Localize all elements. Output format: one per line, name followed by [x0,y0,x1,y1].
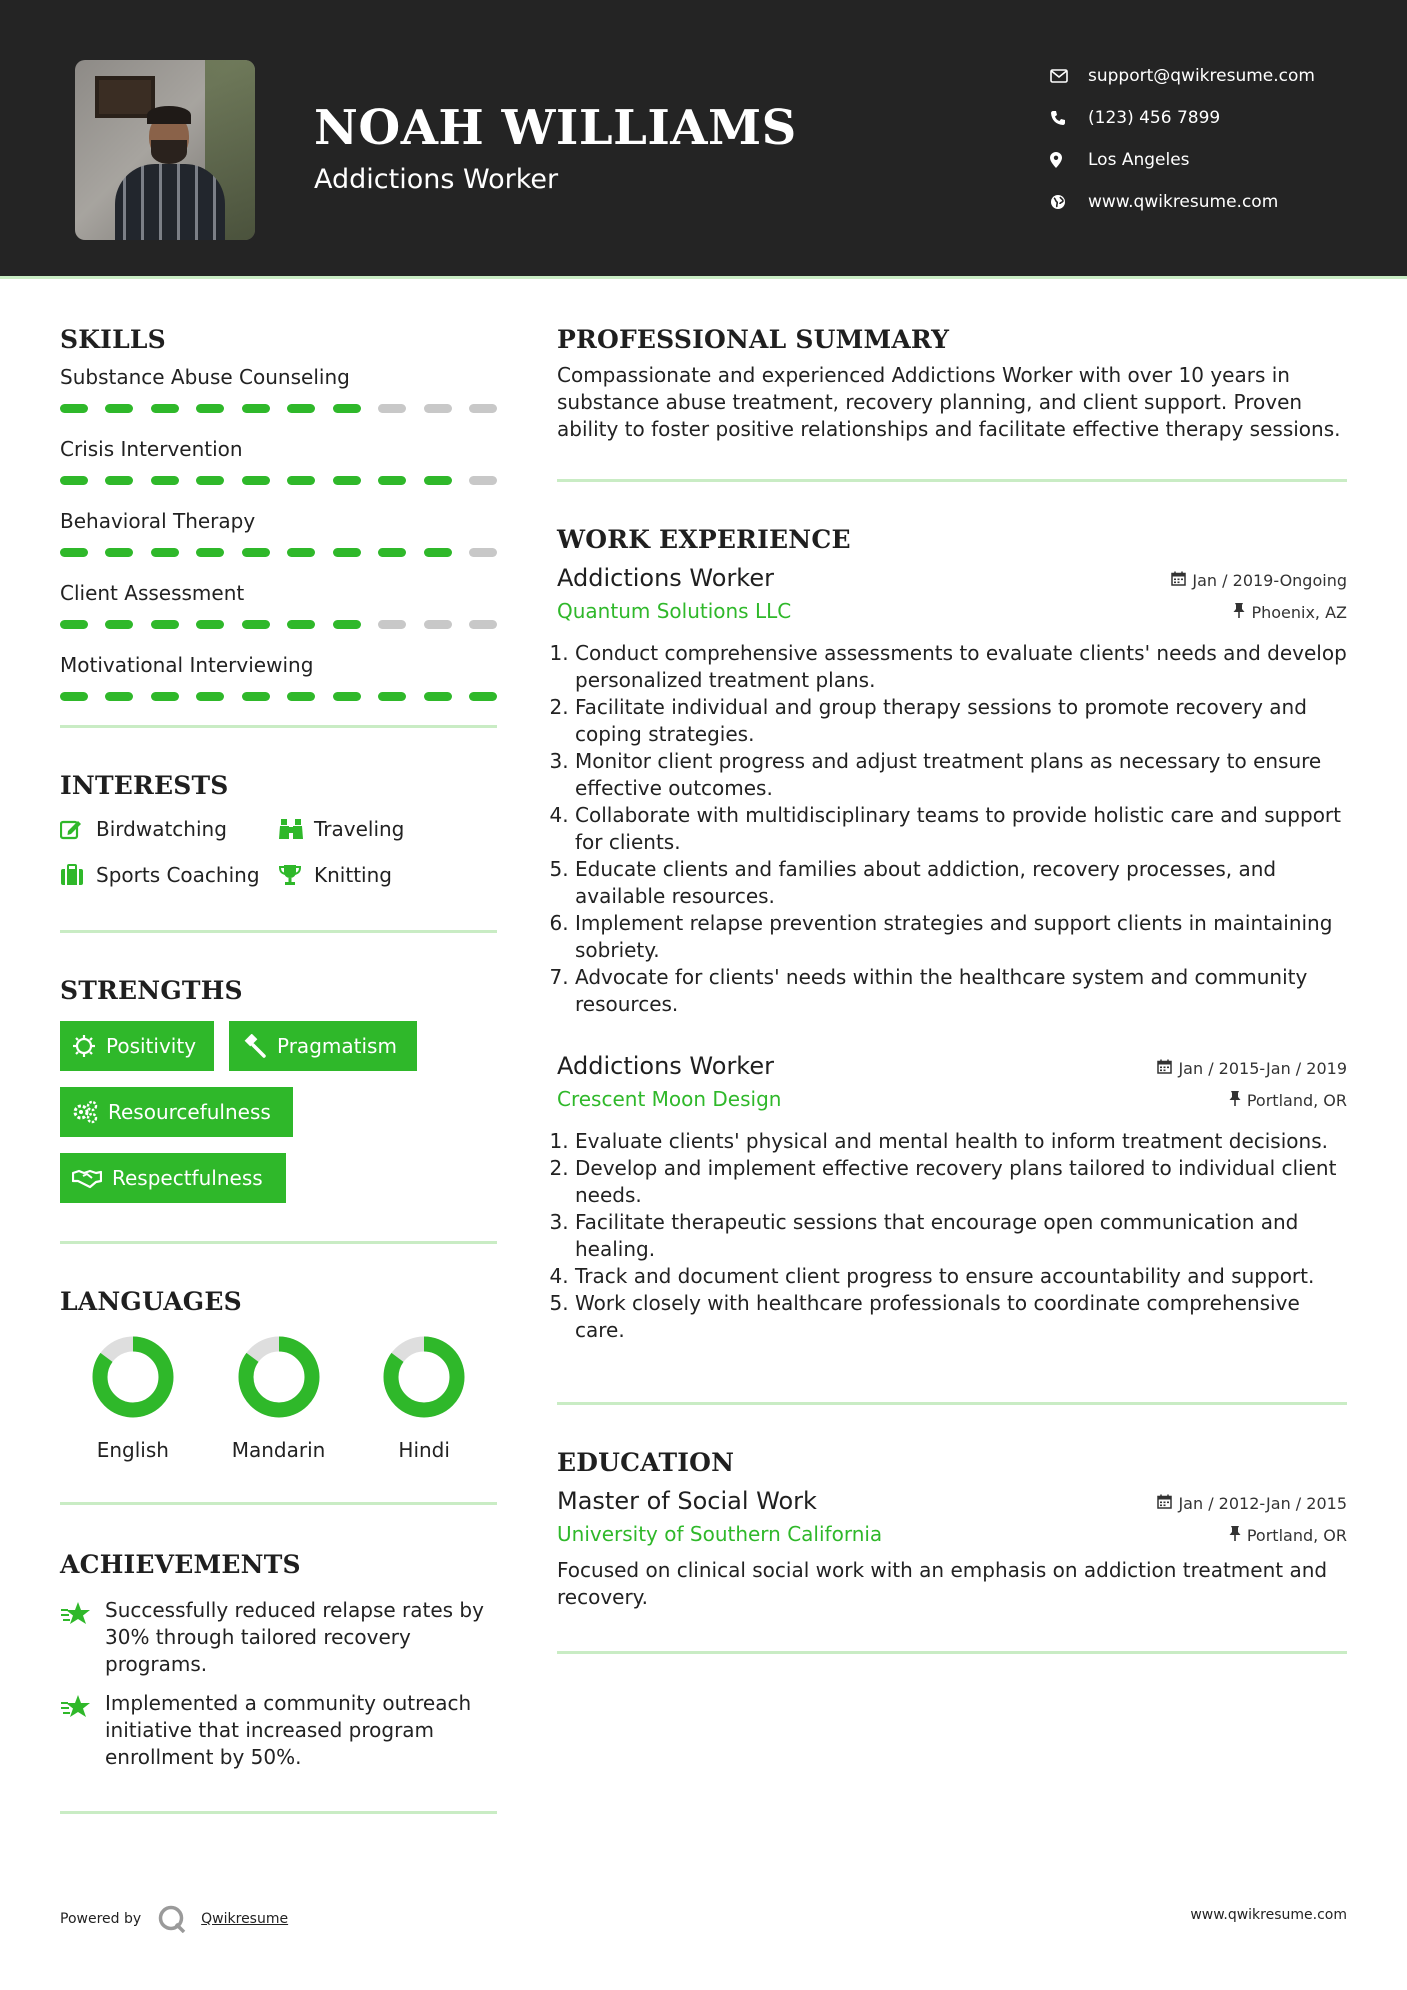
contact-location [1050,139,1315,181]
powered-by-label: Powered by [60,1911,142,1927]
calendar-icon [1171,571,1186,590]
job-location [1233,603,1347,622]
language-item [206,1334,352,1462]
summary-heading: PROFESSIONAL SUMMARY [557,325,950,354]
skill-level-dot [151,548,179,557]
strength-chip [60,1087,293,1137]
skill-level-bar [60,692,497,701]
job-location-text: Phoenix, AZ [1251,603,1347,622]
list-item: 3. Monitor client progress and adjust treatment plans as necessary to ensure effective outcomes. [575,748,1347,802]
briefcase-icon [60,864,96,886]
skill-level-dot [105,620,133,629]
skill-level-dot [242,620,270,629]
contact-location-text: Los Angeles [1088,150,1190,170]
skill-level-dot [378,692,406,701]
skill-level-dot [60,620,88,629]
job-responsibilities [557,640,1347,1018]
skill-level-dot [60,692,88,701]
experience-item [557,1048,1347,1344]
languages-heading: LANGUAGES [60,1287,242,1316]
handshake-icon [72,1167,102,1189]
skill-item [60,362,497,413]
strength-chip [60,1021,214,1071]
sun-icon [72,1034,96,1058]
language-proficiency-ring [90,1334,176,1420]
header [0,0,1407,279]
interest-item [60,816,278,842]
languages-list [60,1334,497,1462]
pushpin-icon [1229,1091,1241,1110]
skill-level-dot [333,548,361,557]
achievements-list [60,1597,497,1771]
gears-icon [72,1100,98,1124]
section-divider [557,1651,1347,1654]
skill-level-dot [105,404,133,413]
skill-level-dot [469,548,497,557]
skill-level-dot [242,476,270,485]
skill-level-dot [60,404,88,413]
skill-level-dot [196,620,224,629]
interests-heading: INTERESTS [60,771,229,800]
skill-level-dot [151,404,179,413]
achievement-text: Implemented a community outreach initiative that increased program enrollment by 50%. [105,1691,472,1769]
skill-level-dot [105,548,133,557]
skill-level-dot [287,404,315,413]
skill-level-dot [333,404,361,413]
company-name: Quantum Solutions LLC [557,599,792,623]
summary-text: Compassionate and experienced Addictions Worker with over 10 years in substance abuse treatment, recovery planning, and client support. Proven ability to foster positive relationships and facilitate effective therapy sessions. [557,363,1341,441]
skill-level-dot [424,404,452,413]
candidate-name: NOAH WILLIAMS [314,100,797,156]
section-divider [557,479,1347,482]
list-item: 6. Implement relapse prevention strategies and support clients in maintaining sobriety. [575,910,1347,964]
contact-phone[interactable] [1050,97,1315,139]
skill-item [60,650,497,701]
list-item: 1. Conduct comprehensive assessments to evaluate clients' needs and develop personalized treatment plans. [575,640,1347,694]
skill-item [60,578,497,629]
skill-level-dot [60,476,88,485]
contact-phone-text: (123) 456 7899 [1088,108,1221,128]
language-name: Mandarin [231,1438,326,1462]
skill-level-dot [469,692,497,701]
skills-heading: SKILLS [60,325,166,354]
qwikresume-link[interactable]: Qwikresume [201,1911,289,1927]
list-item: 1. Evaluate clients' physical and mental health to inform treatment decisions. [575,1128,1347,1155]
map-pin-icon [1050,152,1088,168]
interest-label: Birdwatching [96,817,227,841]
contact-email-text: support@qwikresume.com [1088,66,1315,86]
skill-level-dot [287,692,315,701]
language-proficiency-ring [236,1334,322,1420]
strength-label: Positivity [106,1034,197,1058]
skill-level-dot [424,692,452,701]
strength-chip [60,1153,286,1203]
trophy-icon [278,864,314,886]
section-divider [557,1402,1347,1405]
skill-level-dot [469,620,497,629]
education-dates-text: Jan / 2012-Jan / 2015 [1178,1494,1347,1513]
interest-item [278,816,497,842]
degree-title: Master of Social Work [557,1487,817,1515]
gavel-icon [241,1034,267,1058]
job-dates-text: Jan / 2019-Ongoing [1192,571,1347,590]
skill-level-bar [60,620,497,629]
globe-icon [1050,194,1088,210]
skill-level-dot [151,476,179,485]
skill-level-dot [378,620,406,629]
strength-chip [229,1021,417,1071]
skill-level-dot [151,692,179,701]
contact-website[interactable] [1050,181,1315,223]
language-item [60,1334,206,1462]
skill-name: Client Assessment [60,581,245,605]
section-divider [60,1241,497,1244]
list-item: 3. Facilitate therapeutic sessions that encourage open communication and healing. [575,1209,1347,1263]
star-icon [60,1597,105,1678]
skill-level-dot [105,692,133,701]
skills-list [60,362,497,701]
job-title: Addictions Worker [557,1052,774,1080]
candidate-role: Addictions Worker [314,164,559,195]
footer [60,1895,1347,1935]
school-name: University of Southern California [557,1522,883,1546]
calendar-icon [1157,1494,1172,1513]
section-divider [60,725,497,728]
education-description: Focused on clinical social work with an emphasis on addiction treatment and recovery. [557,1558,1328,1609]
skill-level-dot [242,404,270,413]
interest-item [60,862,278,888]
star-icon [60,1690,105,1771]
skill-level-dot [151,620,179,629]
language-item [351,1334,497,1462]
skill-level-dot [242,692,270,701]
skill-name: Motivational Interviewing [60,653,314,677]
language-proficiency-ring [381,1334,467,1420]
contact-list [1050,55,1315,223]
skill-level-dot [196,404,224,413]
interest-label: Sports Coaching [96,863,260,887]
calendar-icon [1157,1059,1172,1078]
list-item: 4. Collaborate with multidisciplinary teams to provide holistic care and support for clients. [575,802,1347,856]
language-name: English [96,1438,169,1462]
job-location [1229,1091,1347,1110]
list-item: 7. Advocate for clients' needs within the healthcare system and community resources. [575,964,1347,1018]
skill-level-dot [196,548,224,557]
education-item [557,1483,1347,1611]
skill-level-dot [196,476,224,485]
list-item: 4. Track and document client progress to ensure accountability and support. [575,1263,1347,1290]
experience-item [557,560,1347,1018]
skill-level-dot [242,548,270,557]
job-location-text: Portland, OR [1246,1091,1347,1110]
edit-icon [60,818,96,840]
skill-level-dot [333,620,361,629]
job-responsibilities [557,1128,1347,1344]
education-dates [1157,1494,1347,1513]
skill-level-dot [424,548,452,557]
qwikresume-logo-icon [157,1905,187,1933]
skill-level-dot [378,476,406,485]
job-dates-text: Jan / 2015-Jan / 2019 [1178,1059,1347,1078]
interest-label: Traveling [314,817,405,841]
interest-item [278,862,497,888]
achievement-item [60,1690,497,1771]
list-item: 2. Facilitate individual and group therapy sessions to promote recovery and coping strategies. [575,694,1347,748]
experience-heading: WORK EXPERIENCE [557,525,851,554]
list-item: 5. Educate clients and families about addiction, recovery processes, and available resources. [575,856,1347,910]
list-item: 2. Develop and implement effective recovery plans tailored to individual client needs. [575,1155,1347,1209]
interests-list [60,816,497,888]
skill-level-dot [378,404,406,413]
company-name: Crescent Moon Design [557,1087,782,1111]
pushpin-icon [1233,603,1245,622]
job-dates [1171,571,1347,590]
envelope-icon [1050,69,1088,83]
skill-level-dot [378,548,406,557]
skill-item [60,434,497,485]
skill-level-dot [333,692,361,701]
achievement-item [60,1597,497,1678]
skill-level-dot [469,404,497,413]
phone-icon [1050,110,1088,126]
skill-level-dot [105,476,133,485]
skill-level-bar [60,476,497,485]
section-divider [60,1502,497,1505]
job-dates [1157,1059,1347,1078]
section-divider [60,930,497,933]
skill-level-dot [424,620,452,629]
skill-level-dot [60,548,88,557]
education-heading: EDUCATION [557,1448,735,1477]
skill-level-dot [196,692,224,701]
pushpin-icon [1229,1526,1241,1545]
achievement-text: Successfully reduced relapse rates by 30% through tailored recovery programs. [105,1598,484,1676]
job-title: Addictions Worker [557,564,774,592]
binoculars-icon [278,818,314,840]
profile-photo [75,60,255,240]
skill-level-dot [424,476,452,485]
strengths-heading: STRENGTHS [60,976,243,1005]
skill-level-dot [333,476,361,485]
achievements-heading: ACHIEVEMENTS [60,1550,301,1579]
footer-website[interactable]: www.qwikresume.com [1190,1907,1347,1923]
contact-email[interactable] [1050,55,1315,97]
skill-name: Behavioral Therapy [60,509,256,533]
skill-level-bar [60,548,497,557]
skill-level-bar [60,404,497,413]
education-location [1229,1526,1347,1545]
language-name: Hindi [398,1438,450,1462]
contact-website-text: www.qwikresume.com [1088,192,1279,212]
skill-name: Crisis Intervention [60,437,243,461]
skill-level-dot [287,476,315,485]
skill-item [60,506,497,557]
right-column [557,322,1347,1654]
skill-level-dot [287,548,315,557]
strength-label: Resourcefulness [108,1100,271,1124]
strength-label: Pragmatism [277,1034,397,1058]
skill-level-dot [287,620,315,629]
skill-name: Substance Abuse Counseling [60,365,350,389]
strengths-list [60,1021,497,1203]
strength-label: Respectfulness [112,1166,263,1190]
section-divider [60,1811,497,1814]
skill-level-dot [469,476,497,485]
interest-label: Knitting [314,863,392,887]
left-column [60,322,497,1814]
list-item: 5. Work closely with healthcare professionals to coordinate comprehensive care. [575,1290,1347,1344]
education-location-text: Portland, OR [1246,1526,1347,1545]
